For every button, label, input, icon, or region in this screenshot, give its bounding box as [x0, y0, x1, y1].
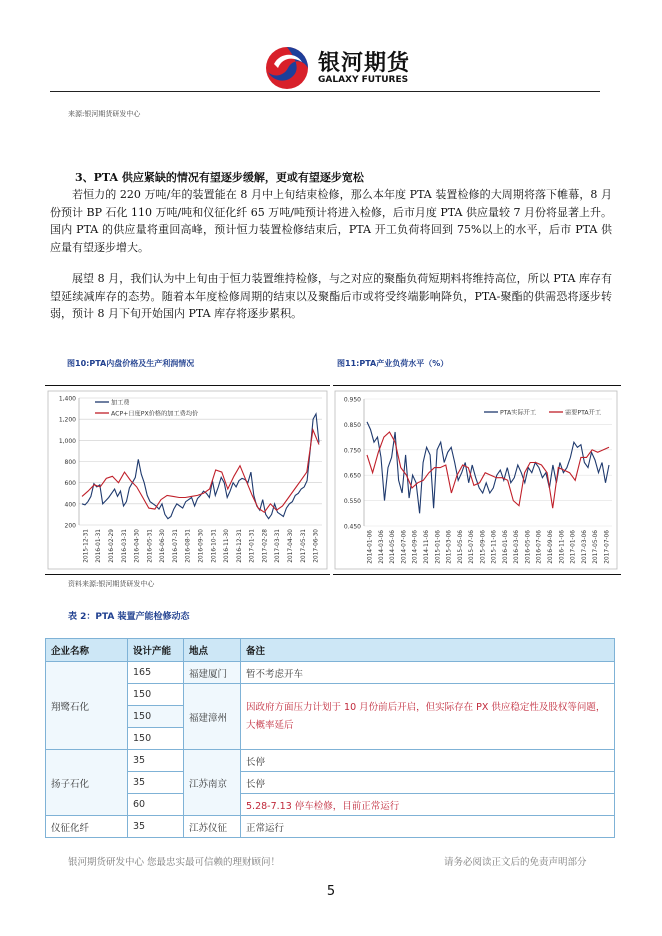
logo-text-en: GALAXY FUTURES — [318, 75, 409, 85]
x-tick-label: 2014-03-06 — [378, 530, 385, 564]
series-line-2 — [367, 432, 609, 508]
x-tick-label: 2015-09-06 — [480, 530, 487, 564]
legend-label: ACP+日度PX价格的加工费均价 — [111, 410, 199, 418]
y-tick-label: 200 — [64, 522, 76, 530]
table-row — [46, 662, 615, 684]
logo-text-cn: 银河期货 — [318, 51, 411, 76]
y-tick-label: 1,200 — [58, 416, 76, 424]
y-tick-label: 1,400 — [58, 395, 76, 403]
capacity-cell: 165 — [128, 662, 184, 684]
y-tick-label: 0.650 — [343, 472, 361, 480]
chart10-frame — [45, 385, 330, 575]
header-company: 企业名称 — [46, 639, 128, 662]
y-tick-label: 600 — [64, 480, 76, 488]
table-row — [46, 772, 615, 794]
capacity-cell: 150 — [128, 728, 184, 750]
footer-left: 银河期货研发中心 您最忠实最可信赖的理财顾问！ — [68, 857, 281, 868]
x-tick-label: 2016-04-30 — [134, 529, 141, 563]
legend-label: PTA实际开工 — [500, 409, 537, 417]
maintenance-table — [45, 638, 615, 838]
company-cell: 扬子石化 — [46, 750, 128, 816]
chart11-title: 图11:PTA产业负荷水平（%） — [337, 359, 449, 368]
header-note: 备注 — [241, 639, 615, 662]
x-tick-label: 2017-02-28 — [262, 529, 269, 563]
x-tick-label: 2015-05-06 — [457, 530, 464, 564]
series-line-1 — [82, 414, 319, 519]
x-tick-label: 2017-01-06 — [570, 530, 577, 564]
x-tick-label: 2016-11-06 — [559, 530, 566, 564]
x-tick-label: 2015-07-06 — [469, 530, 476, 564]
x-tick-label: 2017-01-31 — [249, 529, 256, 563]
x-tick-label: 2016-05-06 — [525, 530, 532, 564]
y-tick-label: 800 — [64, 459, 76, 466]
x-tick-label: 2017-07-06 — [604, 530, 611, 564]
x-tick-label: 2016-02-29 — [108, 529, 115, 563]
capacity-cell: 35 — [128, 750, 184, 772]
company-cell: 翔鹭石化 — [46, 662, 128, 750]
footer-right: 请务必阅读正文后的免责声明部分 — [444, 857, 587, 868]
capacity-cell: 150 — [128, 684, 184, 706]
x-tick-label: 2016-09-06 — [548, 530, 554, 564]
x-tick-label: 2017-04-30 — [288, 529, 295, 563]
x-tick-label: 2017-05-31 — [300, 529, 307, 563]
x-tick-label: 2015-01-06 — [435, 530, 442, 564]
header-location: 地点 — [184, 639, 241, 662]
x-tick-label: 2016-03-31 — [121, 529, 128, 563]
note-cell: 正常运行 — [241, 816, 615, 838]
header-capacity: 设计产能 — [128, 639, 184, 662]
x-tick-label: 2016-08-31 — [185, 529, 192, 563]
x-tick-label: 2016-09-30 — [198, 529, 205, 563]
note-cell: 因政府方面压力计划于 10 月份前后开启，但实际存在 PX 供应稳定性及股权等问题，大概率延后 — [241, 684, 615, 750]
location-cell: 江苏仪征 — [184, 816, 241, 838]
x-tick-label: 2017-05-06 — [593, 530, 600, 564]
x-tick-label: 2016-01-31 — [96, 529, 103, 563]
x-tick-label: 2016-03-06 — [514, 530, 521, 564]
x-tick-label: 2016-10-31 — [211, 529, 218, 563]
y-tick-label: 400 — [64, 501, 76, 509]
location-cell: 福建厦门 — [184, 662, 241, 684]
table-row — [46, 684, 615, 706]
chart-source-note: 资料来源:银河期货研发中心 — [68, 580, 155, 588]
chart11-svg — [334, 388, 620, 574]
location-cell: 江苏南京 — [184, 750, 241, 816]
legend-label: 需要PTA开工 — [565, 409, 602, 417]
location-cell: 福建漳州 — [184, 684, 241, 750]
y-tick-label: 0.550 — [343, 498, 361, 506]
x-tick-label: 2015-11-06 — [491, 530, 498, 564]
table-row — [46, 816, 615, 838]
x-tick-label: 2015-03-06 — [446, 530, 453, 564]
page-number: 5 — [326, 884, 336, 899]
y-tick-label: 0.850 — [343, 421, 361, 429]
x-tick-label: 2016-01-06 — [502, 530, 509, 564]
x-tick-label: 2016-07-06 — [536, 530, 543, 564]
x-tick-label: 2014-11-06 — [424, 530, 430, 564]
series-line-1 — [367, 422, 609, 513]
capacity-cell: 35 — [128, 772, 184, 794]
header-divider — [50, 91, 600, 92]
note-cell: 暂不考虑开车 — [241, 662, 615, 684]
table-title: 表 2：PTA 装置产能检修动态 — [68, 612, 190, 622]
note-cell: 长停 — [241, 750, 615, 772]
x-tick-label: 2017-03-06 — [581, 530, 588, 564]
x-tick-label: 2014-09-06 — [412, 530, 419, 564]
capacity-cell: 60 — [128, 794, 184, 816]
note-cell: 长停 — [241, 772, 615, 794]
capacity-cell: 35 — [128, 816, 184, 838]
legend-label: 加工费 — [111, 399, 130, 407]
x-tick-label: 2014-05-06 — [390, 530, 397, 564]
x-tick-label: 2014-07-06 — [401, 530, 408, 564]
series-line-2 — [82, 430, 319, 513]
y-tick-label: 0.450 — [343, 523, 361, 531]
chart10-title: 图10:PTA内盘价格及生产利润情况 — [67, 359, 195, 368]
x-tick-label: 2017-03-31 — [275, 529, 282, 563]
table-row — [46, 794, 615, 816]
y-tick-label: 0.750 — [343, 447, 361, 455]
section-heading: 3、PTA 供应紧缺的情况有望逐步缓解，更或有望逐步宽松 — [75, 171, 364, 184]
x-tick-label: 2016-05-31 — [147, 529, 154, 563]
note-cell: 5.28-7.13 停车检修，目前正常运行 — [241, 794, 615, 816]
x-tick-label: 2016-11-30 — [224, 529, 231, 563]
table-row — [46, 750, 615, 772]
x-tick-label: 2016-07-31 — [172, 529, 179, 563]
chart11-frame — [333, 385, 621, 575]
capacity-cell: 150 — [128, 706, 184, 728]
y-tick-label: 0.950 — [343, 396, 361, 404]
x-tick-label: 2014-01-06 — [367, 530, 374, 564]
x-tick-label: 2016-12-31 — [236, 529, 243, 563]
chart10-svg — [47, 388, 330, 574]
y-tick-label: 1,000 — [58, 437, 76, 445]
company-cell: 仪征化纤 — [46, 816, 128, 838]
paragraph-1: 若恒力的 220 万吨/年的装置能在 8 月中上旬结束检修，那么本年度 PTA 装置检修的大周期将落下帷幕，8 月份预计 BP 石化 110 万吨/吨和仪征化纤 65 万吨/吨预计将进入检修，后市月度 PTA 供应量较 7 月份将显著上升。国内 PTA 的供应量将重回高峰，预计恒力装置检修结束后，PTA 开工负荷将回到 75%以上的水平，后市 PTA 供应量有望逐步增大。 — [50, 188, 612, 254]
top-source-note: 来源:银河期货研发中心 — [68, 110, 141, 118]
table-header-row — [46, 639, 615, 662]
paragraph-2: 展望 8 月，我们认为中上旬由于恒力装置维持检修，与之对应的聚酯负荷短期料将维持高位，所以 PTA 库存有望延续减库存的态势。随着本年度检修周期的结束以及聚酯后市或将受终端影响降负，PTA-聚酯的供需恐将逐步转弱，预计 8 月下旬开始国内 PTA 库存将逐步累积。 — [50, 272, 612, 320]
x-tick-label: 2016-06-30 — [160, 529, 167, 563]
x-tick-label: 2015-12-31 — [83, 529, 90, 563]
x-tick-label: 2017-06-30 — [313, 529, 320, 563]
